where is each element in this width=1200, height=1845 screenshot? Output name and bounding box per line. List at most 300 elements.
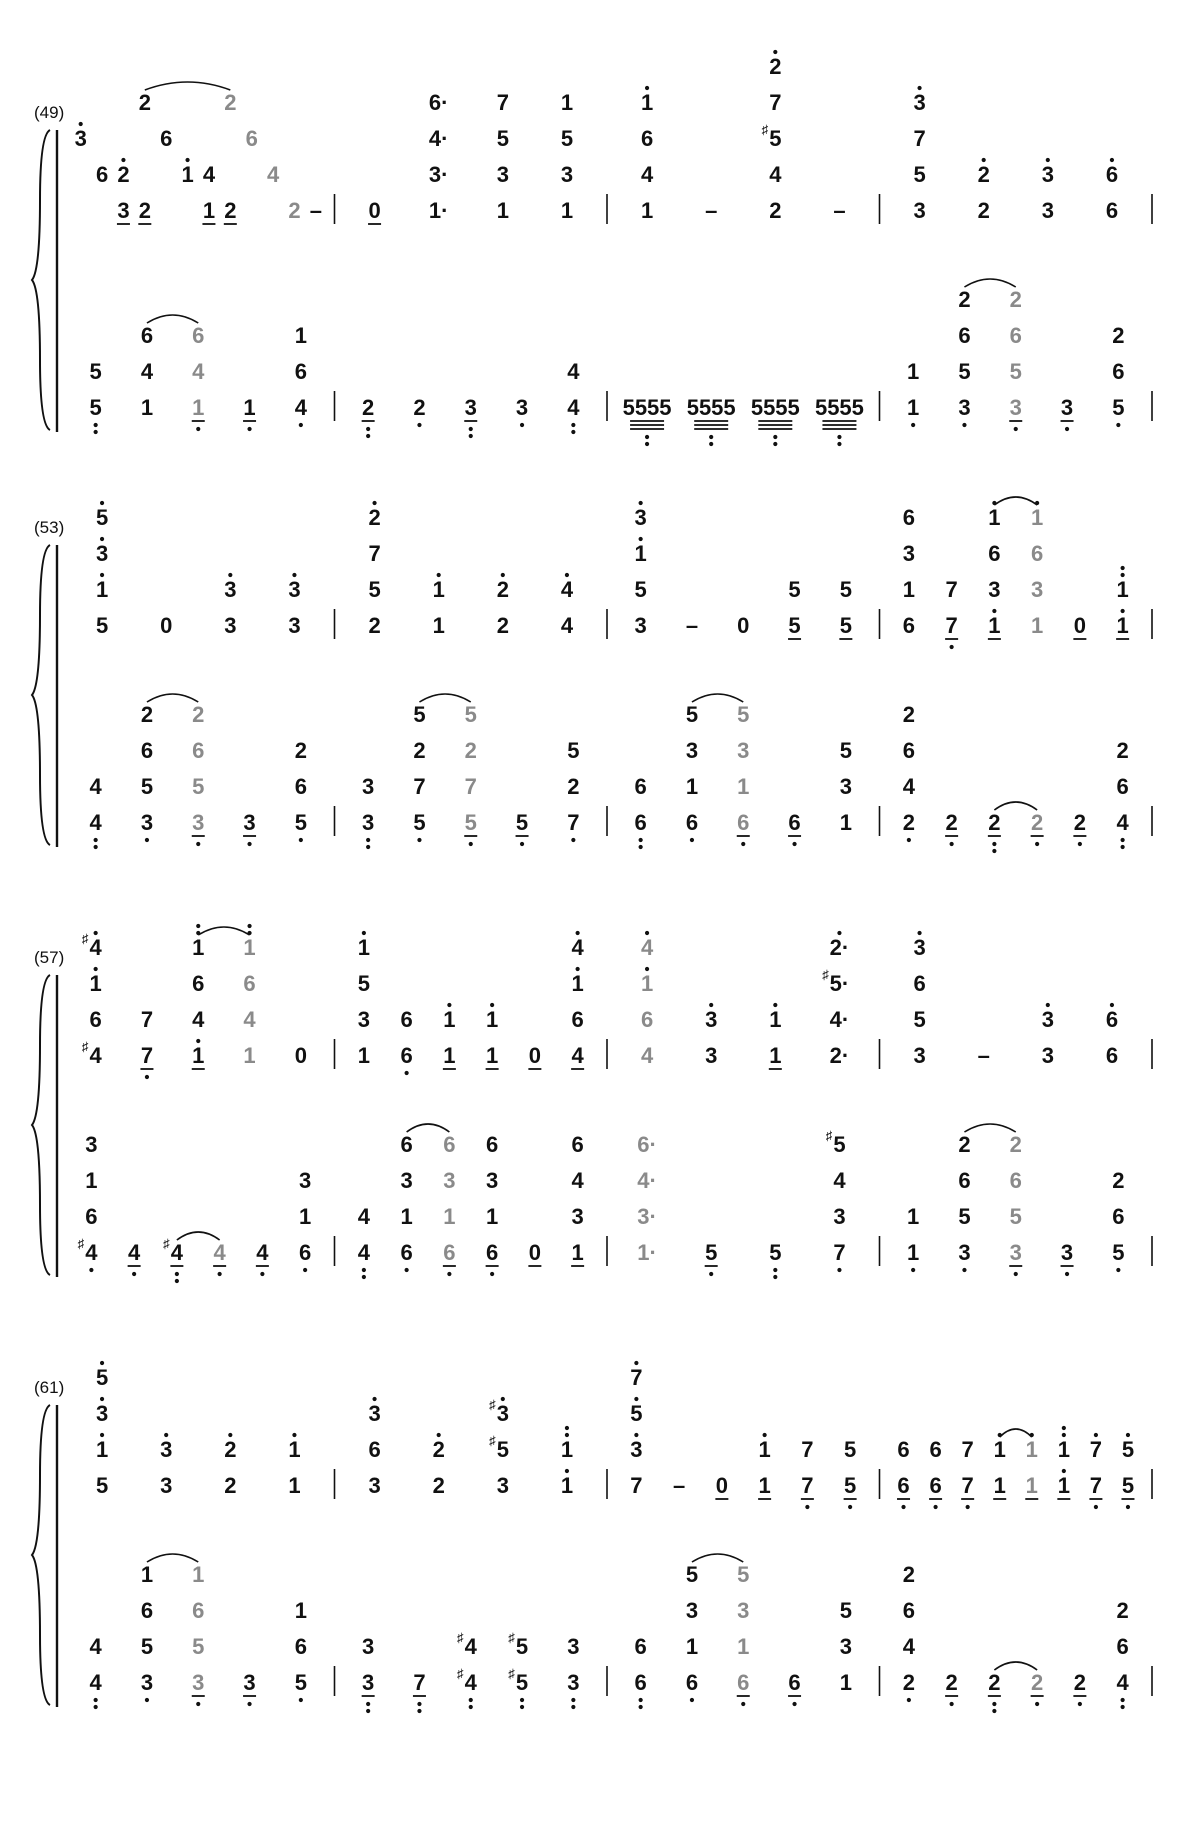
numbered-note: 4 bbox=[571, 1168, 584, 1193]
numbered-note: 2 bbox=[464, 738, 477, 763]
numbered-note: 3 bbox=[74, 126, 87, 151]
numbered-note: 3 bbox=[357, 1007, 370, 1032]
octave-dot-above bbox=[576, 967, 580, 971]
octave-dot-above bbox=[501, 573, 505, 577]
octave-dot-below bbox=[520, 423, 524, 427]
numbered-note: 1 bbox=[769, 1043, 782, 1068]
numbered-note: 4 bbox=[89, 1043, 102, 1068]
octave-dot-below bbox=[417, 1702, 421, 1706]
numbered-note: 7 bbox=[801, 1473, 814, 1498]
numbered-note: 5 bbox=[839, 1598, 852, 1623]
numbered-note: 3 bbox=[839, 1634, 852, 1659]
numbered-note: 3 bbox=[243, 810, 256, 835]
octave-dot-above bbox=[292, 573, 296, 577]
octave-dot-below bbox=[992, 849, 996, 853]
numbered-note: 1 bbox=[571, 1240, 584, 1265]
numbered-note: 4 bbox=[1116, 810, 1129, 835]
numbered-note: 1 bbox=[192, 935, 205, 960]
numbered-note: 1 bbox=[902, 577, 915, 602]
numbered-note: 3 bbox=[362, 1634, 375, 1659]
octave-dot-above bbox=[447, 1003, 451, 1007]
tie-arc bbox=[994, 802, 1037, 810]
octave-dot-below bbox=[966, 1505, 970, 1509]
octave-dot-below bbox=[950, 1702, 954, 1706]
octave-dot-above bbox=[1121, 609, 1125, 613]
numbered-note: 3 bbox=[705, 1043, 718, 1068]
numbered-note: 1 bbox=[640, 971, 654, 996]
numbered-note: 6 bbox=[988, 541, 1001, 566]
numbered-note: 3 bbox=[833, 1204, 846, 1229]
numbered-note: 1 bbox=[192, 395, 205, 420]
octave-dot-below bbox=[299, 423, 303, 427]
numbered-note: 6· bbox=[637, 1132, 657, 1157]
numbered-note: 3 bbox=[839, 774, 852, 799]
numbered-note: 6 bbox=[958, 1168, 971, 1193]
numbered-note: 7 bbox=[630, 1473, 643, 1498]
numbered-note: 6 bbox=[1105, 1043, 1119, 1068]
numbered-note: 1 bbox=[640, 90, 654, 115]
numbered-note: 6 bbox=[140, 323, 154, 348]
numbered-note: 2 bbox=[945, 1670, 958, 1695]
numbered-note: 4 bbox=[89, 1670, 102, 1695]
numbered-note: 6 bbox=[958, 323, 971, 348]
octave-dot-below bbox=[299, 838, 303, 842]
numbered-note: 1 bbox=[243, 395, 256, 420]
numbered-note: 4 bbox=[571, 1043, 584, 1068]
numbered-note: 5 bbox=[567, 738, 580, 763]
numbered-note: 2 bbox=[988, 1670, 1001, 1695]
octave-dot-above bbox=[645, 931, 649, 935]
numbered-note: 2 bbox=[224, 1437, 237, 1462]
numbered-note: 1 bbox=[685, 774, 699, 799]
numbered-note: 1 bbox=[288, 1437, 301, 1462]
octave-dot-above bbox=[1046, 158, 1050, 162]
numbered-note: 4 bbox=[571, 935, 584, 960]
numbered-note: 1 bbox=[839, 1670, 852, 1695]
octave-dot-below bbox=[848, 1505, 852, 1509]
octave-dot-above bbox=[1062, 1426, 1066, 1430]
numbered-note: 4 bbox=[266, 162, 280, 187]
octave-dot-below bbox=[773, 1268, 777, 1272]
octave-dot-below bbox=[805, 1505, 809, 1509]
numbered-note: 4 bbox=[640, 1043, 654, 1068]
numbered-note: 1 bbox=[1031, 505, 1044, 530]
numbered-note: 6 bbox=[902, 1598, 915, 1623]
octave-dot-above bbox=[164, 1433, 168, 1437]
score-system bbox=[32, 924, 1152, 1283]
numbered-note: 3 bbox=[288, 577, 301, 602]
numbered-note: 1 bbox=[988, 613, 1001, 638]
numbered-note: 7 bbox=[1089, 1473, 1103, 1498]
numbered-note: 1 bbox=[140, 1562, 154, 1587]
numbered-note: 1 bbox=[496, 198, 509, 223]
octave-dot-below bbox=[1035, 1702, 1039, 1706]
numbered-note: 7 bbox=[945, 577, 958, 602]
bass-staff bbox=[90, 1554, 1130, 1713]
numbered-note: 2 bbox=[192, 702, 205, 727]
numbered-note: 1 bbox=[443, 1043, 456, 1068]
numbered-note: 5 bbox=[685, 702, 699, 727]
octave-dot-below bbox=[94, 845, 98, 849]
tie-arc bbox=[964, 279, 1015, 287]
numbered-note: 2 bbox=[902, 810, 915, 835]
numbered-note: 5 bbox=[368, 577, 381, 602]
octave-dot-below bbox=[362, 1268, 366, 1272]
numbered-note: 6 bbox=[1116, 1634, 1129, 1659]
grand-staff-brace bbox=[32, 545, 50, 845]
numbered-note: 6 bbox=[788, 810, 801, 835]
numbered-note: 1· bbox=[637, 1240, 657, 1265]
numbered-note: 3 bbox=[1031, 577, 1044, 602]
numbered-note: 7 bbox=[1089, 1437, 1103, 1462]
numbered-note: 6 bbox=[95, 162, 109, 187]
octave-dot-above bbox=[372, 1397, 376, 1401]
tie-arc bbox=[177, 1232, 220, 1240]
sharp-accidental: ♯ bbox=[457, 1630, 464, 1645]
octave-dot-below bbox=[1035, 842, 1039, 846]
sharp-accidental: ♯ bbox=[81, 1039, 89, 1054]
octave-dot-below bbox=[94, 1705, 98, 1709]
numbered-note: 6 bbox=[299, 1240, 312, 1265]
octave-dot-below bbox=[1078, 1702, 1082, 1706]
octave-dot-below bbox=[405, 1071, 409, 1075]
numbered-note: 1 bbox=[95, 1437, 109, 1462]
octave-dot-above bbox=[645, 86, 649, 90]
numbered-note: 2 bbox=[288, 198, 301, 223]
octave-dot-below bbox=[196, 1702, 200, 1706]
octave-dot-below bbox=[366, 427, 370, 431]
numbered-note: 5 bbox=[192, 774, 205, 799]
octave-dot-below bbox=[196, 427, 200, 431]
score-system bbox=[32, 1361, 1152, 1713]
numbered-note: 7 bbox=[464, 774, 477, 799]
numbered-note: 4 bbox=[560, 613, 574, 638]
numbered-note: 3 bbox=[630, 1437, 643, 1462]
numbered-note: 2 bbox=[224, 1473, 237, 1498]
numbered-note: 2 bbox=[902, 702, 915, 727]
numbered-note: 2 bbox=[567, 774, 580, 799]
numbered-note: 3 bbox=[913, 935, 926, 960]
numbered-note: 2 bbox=[1031, 810, 1044, 835]
numbered-note: 6 bbox=[89, 1007, 102, 1032]
numbered-note: 7 bbox=[567, 810, 580, 835]
numbered-note: 4 bbox=[1116, 1670, 1129, 1695]
numbered-note: 2 bbox=[362, 395, 375, 420]
numbered-note: 6 bbox=[640, 126, 654, 151]
numbered-note: 5 bbox=[913, 162, 926, 187]
octave-dot-above bbox=[228, 573, 232, 577]
measure bbox=[78, 1132, 312, 1283]
octave-dot-below bbox=[837, 1268, 841, 1272]
measure bbox=[913, 931, 1118, 1068]
numbered-note: 3 bbox=[496, 1473, 509, 1498]
octave-dot-below bbox=[741, 842, 745, 846]
octave-dot-above bbox=[634, 1433, 638, 1437]
numbered-note: 1 bbox=[486, 1007, 499, 1032]
measure bbox=[897, 1426, 1134, 1509]
numbered-note: 4· bbox=[428, 126, 449, 151]
numbered-note: 2· bbox=[829, 935, 850, 960]
numbered-note: 5 bbox=[705, 1240, 718, 1265]
octave-dot-above bbox=[372, 501, 376, 505]
numbered-note: 0 bbox=[294, 1043, 307, 1068]
octave-dot-above bbox=[565, 1469, 569, 1473]
numbered-note: 1 bbox=[89, 971, 102, 996]
octave-dot-below bbox=[837, 435, 841, 439]
octave-dot-below bbox=[1078, 842, 1082, 846]
measure bbox=[630, 1361, 856, 1509]
octave-dot-above bbox=[645, 967, 649, 971]
octave-dot-below bbox=[571, 838, 575, 842]
numbered-note: 1 bbox=[560, 1473, 574, 1498]
octave-dot-below bbox=[366, 434, 370, 438]
numbered-note: 3 bbox=[1041, 1043, 1054, 1068]
numbered-note: 3 bbox=[958, 395, 971, 420]
numbered-note: 4 bbox=[192, 359, 205, 384]
numbered-note: 3 bbox=[737, 738, 750, 763]
numbered-note: 5 bbox=[192, 1634, 205, 1659]
numbered-note: 1 bbox=[571, 971, 584, 996]
numbered-note: 5 bbox=[685, 1562, 699, 1587]
numbered-note: 1 bbox=[1116, 613, 1129, 638]
octave-dot-below bbox=[571, 1698, 575, 1702]
numbered-note: 5555 bbox=[814, 395, 864, 420]
octave-dot-above bbox=[196, 924, 200, 928]
numbered-note: 6 bbox=[486, 1240, 499, 1265]
numbered-note: 5 bbox=[515, 1670, 529, 1695]
numbered-note: 7 bbox=[368, 541, 381, 566]
tie-arc bbox=[145, 82, 231, 90]
numbered-note: 5 bbox=[1112, 395, 1125, 420]
numbered-note: 2 bbox=[1112, 1168, 1125, 1193]
measure bbox=[641, 50, 846, 223]
numbered-note: 1 bbox=[486, 1043, 499, 1068]
numbered-note: 2 bbox=[224, 198, 237, 223]
numbered-note: 2 bbox=[224, 90, 237, 115]
numbered-note: 4 bbox=[89, 1634, 102, 1659]
numbered-note: 3 bbox=[140, 1670, 154, 1695]
numbered-note: 2 bbox=[1112, 323, 1125, 348]
bass-staff bbox=[90, 279, 1125, 446]
octave-dot-above bbox=[1062, 1469, 1066, 1473]
numbered-note: 2 bbox=[977, 198, 990, 223]
octave-dot-below bbox=[837, 442, 841, 446]
measure bbox=[90, 1554, 307, 1709]
numbered-note: 2 bbox=[496, 613, 509, 638]
numbered-note: 5555 bbox=[686, 395, 736, 420]
octave-dot-below bbox=[218, 1272, 222, 1276]
treble-staff bbox=[75, 50, 1119, 224]
octave-dot-below bbox=[992, 1709, 996, 1713]
numbered-note: 6 bbox=[192, 971, 205, 996]
octave-dot-below bbox=[911, 423, 915, 427]
numbered-note: 1 bbox=[1057, 1473, 1070, 1498]
octave-dot-below bbox=[992, 842, 996, 846]
numbered-note: 7 bbox=[769, 90, 782, 115]
numbered-note: 6 bbox=[929, 1473, 942, 1498]
numbered-note: 3 bbox=[567, 1634, 580, 1659]
sharp-accidental: ♯ bbox=[489, 1397, 496, 1412]
octave-dot-below bbox=[260, 1272, 264, 1276]
octave-dot-above bbox=[100, 1361, 104, 1365]
numbered-note: – bbox=[673, 1473, 686, 1498]
numbered-note: 7 bbox=[945, 613, 958, 638]
measure bbox=[637, 1128, 846, 1279]
numbered-note: 5 bbox=[913, 1007, 926, 1032]
octave-dot-above bbox=[565, 1426, 569, 1430]
octave-dot-below bbox=[132, 1272, 136, 1276]
octave-dot-above bbox=[1126, 1433, 1130, 1437]
measure-number: (53) bbox=[34, 518, 65, 537]
sharp-accidental: ♯ bbox=[163, 1236, 170, 1251]
octave-dot-below bbox=[639, 838, 643, 842]
numbered-note: 3 bbox=[95, 1401, 109, 1426]
octave-dot-above bbox=[121, 158, 125, 162]
measure bbox=[913, 86, 1118, 223]
numbered-note: 1 bbox=[288, 1473, 301, 1498]
numbered-note: 3 bbox=[192, 1670, 205, 1695]
numbered-note: 6 bbox=[400, 1007, 413, 1032]
numbered-note: 1 bbox=[85, 1168, 98, 1193]
octave-dot-above bbox=[100, 537, 104, 541]
numbered-note: 6 bbox=[85, 1204, 98, 1229]
numbered-note: 1 bbox=[993, 1473, 1006, 1498]
numbered-note: 2 bbox=[138, 198, 151, 223]
numbered-note: 1 bbox=[907, 1204, 920, 1229]
octave-dot-below bbox=[247, 842, 251, 846]
numbered-note: 3 bbox=[685, 738, 699, 763]
numbered-note: 2 bbox=[432, 1473, 445, 1498]
numbered-note: 3 bbox=[362, 810, 375, 835]
octave-dot-above bbox=[917, 86, 921, 90]
numbered-note: 7 bbox=[413, 1670, 426, 1695]
octave-dot-below bbox=[907, 838, 911, 842]
numbered-note: 4 bbox=[567, 395, 580, 420]
bass-staff bbox=[78, 1124, 1125, 1283]
numbered-note: 1 bbox=[357, 935, 370, 960]
measure bbox=[362, 359, 581, 438]
measure bbox=[635, 1554, 852, 1709]
octave-dot-below bbox=[709, 1272, 713, 1276]
octave-dot-above bbox=[992, 609, 996, 613]
octave-dot-below bbox=[366, 838, 370, 842]
numbered-note: – bbox=[685, 613, 699, 638]
octave-dot-above bbox=[1062, 1433, 1066, 1437]
numbered-note: 7 bbox=[630, 1365, 643, 1390]
octave-dot-below bbox=[469, 1698, 473, 1702]
measure bbox=[90, 315, 308, 434]
measure bbox=[82, 924, 307, 1079]
measure bbox=[90, 694, 307, 849]
numbered-note: – bbox=[309, 198, 322, 223]
numbered-note: 3 bbox=[117, 198, 130, 223]
numbered-note: – bbox=[833, 198, 846, 223]
numbered-note: 2 bbox=[138, 90, 151, 115]
octave-dot-above bbox=[763, 1433, 767, 1437]
octave-dot-below bbox=[639, 1698, 643, 1702]
octave-dot-above bbox=[639, 501, 643, 505]
octave-dot-above bbox=[1121, 566, 1125, 570]
numbered-note: 4· bbox=[829, 1007, 850, 1032]
numbered-note: 4 bbox=[213, 1240, 226, 1265]
numbered-note: 1 bbox=[443, 1007, 456, 1032]
numbered-note: 1 bbox=[685, 1634, 699, 1659]
numbered-note: 1 bbox=[486, 1204, 499, 1229]
measure bbox=[903, 497, 1129, 649]
numbered-note: 7 bbox=[140, 1043, 154, 1068]
numbered-note: 5 bbox=[140, 1634, 154, 1659]
numbered-note: 3 bbox=[1041, 1007, 1054, 1032]
octave-dot-above bbox=[773, 1003, 777, 1007]
measure bbox=[358, 1124, 585, 1279]
numbered-note: 3 bbox=[958, 1240, 971, 1265]
numbered-note: 3· bbox=[428, 162, 449, 187]
octave-dot-below bbox=[639, 1705, 643, 1709]
tie-arc bbox=[1000, 1429, 1032, 1437]
numbered-note: 1 bbox=[737, 774, 750, 799]
treble-staff bbox=[96, 497, 1129, 649]
treble-staff bbox=[82, 924, 1118, 1079]
numbered-note: 4 bbox=[256, 1240, 269, 1265]
numbered-note: 1 bbox=[192, 1043, 205, 1068]
numbered-note: 3 bbox=[515, 395, 529, 420]
octave-dot-above bbox=[501, 1397, 505, 1401]
tie-arc bbox=[994, 497, 1037, 505]
octave-dot-below bbox=[571, 1705, 575, 1709]
numbered-note: 1 bbox=[907, 359, 920, 384]
numbered-note: 0 bbox=[715, 1473, 728, 1498]
octave-dot-below bbox=[94, 838, 98, 842]
numbered-note: 3 bbox=[560, 162, 574, 187]
numbered-note: 6 bbox=[1116, 774, 1129, 799]
octave-dot-above bbox=[837, 931, 841, 935]
octave-dot-above bbox=[100, 573, 104, 577]
tie-arc bbox=[994, 1662, 1037, 1670]
measure bbox=[368, 1397, 573, 1498]
octave-dot-below bbox=[933, 1505, 937, 1509]
octave-dot-below bbox=[1121, 845, 1125, 849]
numbered-note: 6 bbox=[902, 738, 915, 763]
measure bbox=[907, 279, 1124, 431]
numbered-note: 2 bbox=[368, 613, 381, 638]
numbered-note: 1 bbox=[1031, 613, 1044, 638]
measure-number: (57) bbox=[34, 948, 65, 967]
octave-dot-above bbox=[490, 1003, 494, 1007]
numbered-note: 1 bbox=[988, 505, 1001, 530]
numbered-note: 0 bbox=[528, 1043, 541, 1068]
numbered-note: 1 bbox=[243, 935, 256, 960]
octave-dot-below bbox=[520, 1705, 524, 1709]
octave-dot-below bbox=[175, 1272, 179, 1276]
numbered-note: 1 bbox=[560, 1437, 574, 1462]
tie-arc bbox=[198, 927, 249, 935]
numbered-note: 3 bbox=[913, 1043, 926, 1068]
tie-arc bbox=[147, 315, 198, 323]
numbered-note: 1 bbox=[560, 90, 574, 115]
numbered-note: 5 bbox=[1009, 1204, 1022, 1229]
numbered-note: 5 bbox=[95, 613, 109, 638]
numbered-note: 2 bbox=[902, 1562, 915, 1587]
numbered-note: 1 bbox=[243, 1043, 256, 1068]
numbered-note: 4 bbox=[902, 1634, 915, 1659]
numbered-note: 2 bbox=[117, 162, 130, 187]
octave-dot-below bbox=[571, 430, 575, 434]
numbered-note: 5 bbox=[769, 1240, 782, 1265]
sharp-accidental: ♯ bbox=[825, 1128, 833, 1143]
octave-dot-below bbox=[773, 442, 777, 446]
sharp-accidental: ♯ bbox=[508, 1630, 515, 1645]
score-system bbox=[32, 50, 1152, 446]
